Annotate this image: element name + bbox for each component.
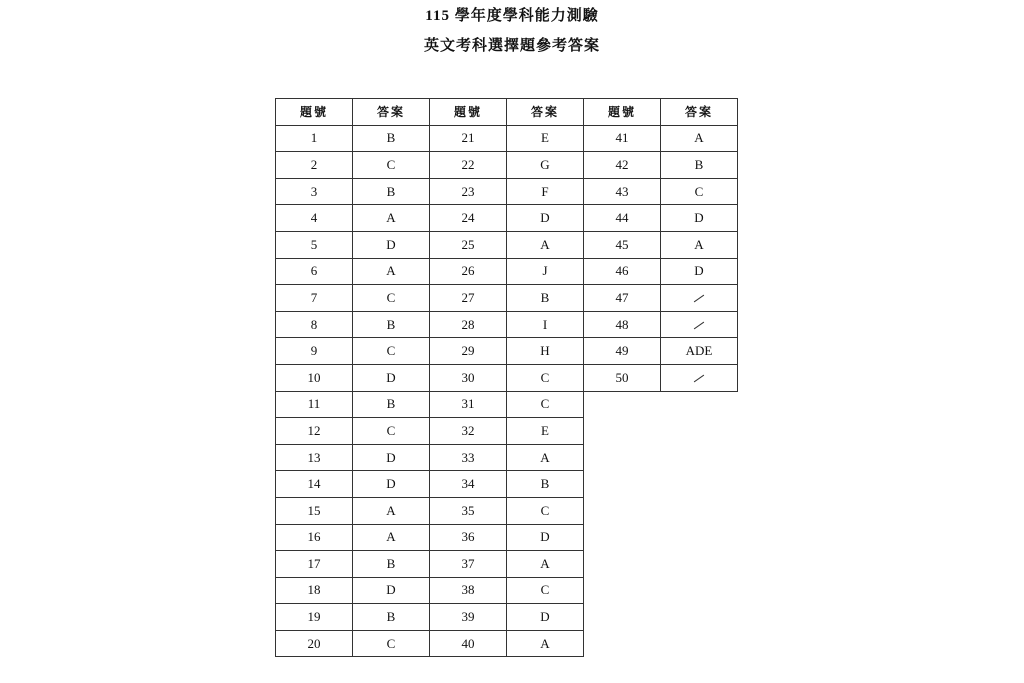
question-number-cell: 35 [430, 497, 507, 524]
answer-cell: C [507, 391, 584, 418]
question-number-cell: 6 [276, 258, 353, 285]
question-number-cell: 32 [430, 418, 507, 445]
answer-cell: C [353, 338, 430, 365]
answer-cell: C [507, 364, 584, 391]
answer-cell: H [507, 338, 584, 365]
question-number-cell: 19 [276, 604, 353, 631]
answer-cell: C [661, 178, 738, 205]
question-number-cell: 28 [430, 311, 507, 338]
empty-cell [584, 497, 661, 524]
question-number-cell: 43 [584, 178, 661, 205]
answer-cell: A [661, 231, 738, 258]
answer-cell: B [507, 471, 584, 498]
answer-cell: B [353, 391, 430, 418]
question-number-cell: 5 [276, 231, 353, 258]
question-number-cell: 12 [276, 418, 353, 445]
question-number-cell: 10 [276, 364, 353, 391]
question-number-cell: 38 [430, 577, 507, 604]
header-question-number: 題號 [430, 99, 507, 126]
table-row [276, 497, 738, 524]
question-number-cell: 50 [584, 364, 661, 391]
document-title: 115 學年度學科能力測驗 [425, 8, 599, 24]
empty-cell [584, 604, 661, 631]
answer-cell: A [661, 125, 738, 152]
empty-cell [661, 444, 738, 471]
answer-cell: D [661, 258, 738, 285]
header-question-number: 題號 [276, 99, 353, 126]
header-row [276, 99, 738, 126]
table-row [276, 178, 738, 205]
slash-mark-icon [694, 322, 704, 330]
table-row [276, 604, 738, 631]
slash-mark-icon [694, 375, 704, 383]
question-number-cell: 26 [430, 258, 507, 285]
question-number-cell: 18 [276, 577, 353, 604]
empty-cell [584, 630, 661, 657]
answer-cell: D [353, 364, 430, 391]
answer-cell: E [507, 418, 584, 445]
table-row [276, 471, 738, 498]
table-row [276, 125, 738, 152]
answer-cell: B [353, 604, 430, 631]
question-number-cell: 40 [430, 630, 507, 657]
table-row [276, 577, 738, 604]
table-row [276, 418, 738, 445]
answer-cell: C [353, 152, 430, 179]
table-row [276, 524, 738, 551]
answer-cell: C [507, 497, 584, 524]
question-number-cell: 16 [276, 524, 353, 551]
question-number-cell: 13 [276, 444, 353, 471]
question-number-cell: 4 [276, 205, 353, 232]
question-number-cell: 33 [430, 444, 507, 471]
answer-cell: D [353, 231, 430, 258]
answer-cell: A [507, 231, 584, 258]
empty-cell [661, 630, 738, 657]
empty-cell [661, 391, 738, 418]
question-number-cell: 41 [584, 125, 661, 152]
question-number-cell: 14 [276, 471, 353, 498]
question-number-cell: 36 [430, 524, 507, 551]
question-number-cell: 1 [276, 125, 353, 152]
table-row [276, 311, 738, 338]
answer-cell: A [353, 205, 430, 232]
answer-cell: D [507, 205, 584, 232]
answer-cell: B [661, 152, 738, 179]
question-number-cell: 29 [430, 338, 507, 365]
empty-cell [661, 497, 738, 524]
answer-cell: A [353, 497, 430, 524]
question-number-cell: 23 [430, 178, 507, 205]
header-question-number: 題號 [584, 99, 661, 126]
question-number-cell: 48 [584, 311, 661, 338]
answer-cell: B [353, 178, 430, 205]
empty-cell [584, 391, 661, 418]
question-number-cell: 34 [430, 471, 507, 498]
question-number-cell: 39 [430, 604, 507, 631]
table-row [276, 285, 738, 312]
answer-cell: B [353, 551, 430, 578]
empty-cell [584, 444, 661, 471]
empty-cell [661, 524, 738, 551]
answer-table [275, 98, 738, 657]
answer-cell: C [507, 577, 584, 604]
question-number-cell: 47 [584, 285, 661, 312]
table-row [276, 231, 738, 258]
header-answer: 答案 [353, 99, 430, 126]
answer-cell [661, 364, 738, 391]
question-number-cell: 49 [584, 338, 661, 365]
header-answer: 答案 [507, 99, 584, 126]
question-number-cell: 2 [276, 152, 353, 179]
question-number-cell: 17 [276, 551, 353, 578]
answer-cell: D [507, 604, 584, 631]
question-number-cell: 3 [276, 178, 353, 205]
answer-cell: A [507, 551, 584, 578]
table-row [276, 205, 738, 232]
answer-cell: J [507, 258, 584, 285]
empty-cell [584, 418, 661, 445]
question-number-cell: 27 [430, 285, 507, 312]
answer-cell: B [353, 125, 430, 152]
question-number-cell: 21 [430, 125, 507, 152]
question-number-cell: 42 [584, 152, 661, 179]
document-subtitle: 英文考科選擇題參考答案 [423, 38, 600, 54]
question-number-cell: 30 [430, 364, 507, 391]
question-number-cell: 45 [584, 231, 661, 258]
question-number-cell: 11 [276, 391, 353, 418]
answer-cell: D [353, 444, 430, 471]
answer-cell: D [661, 205, 738, 232]
question-number-cell: 31 [430, 391, 507, 418]
empty-cell [661, 471, 738, 498]
question-number-cell: 46 [584, 258, 661, 285]
answer-cell: D [507, 524, 584, 551]
question-number-cell: 15 [276, 497, 353, 524]
empty-cell [661, 551, 738, 578]
empty-cell [584, 577, 661, 604]
table-row [276, 258, 738, 285]
answer-cell: B [507, 285, 584, 312]
table-row [276, 391, 738, 418]
answer-cell: F [507, 178, 584, 205]
question-number-cell: 20 [276, 630, 353, 657]
answer-cell: C [353, 285, 430, 312]
table-row [276, 364, 738, 391]
empty-cell [661, 418, 738, 445]
table-row [276, 630, 738, 657]
answer-cell: B [353, 311, 430, 338]
answer-cell: C [353, 630, 430, 657]
answer-cell: A [507, 630, 584, 657]
answer-cell: E [507, 125, 584, 152]
question-number-cell: 8 [276, 311, 353, 338]
answer-cell: G [507, 152, 584, 179]
question-number-cell: 24 [430, 205, 507, 232]
question-number-cell: 22 [430, 152, 507, 179]
table-row [276, 338, 738, 365]
empty-cell [661, 577, 738, 604]
table-row [276, 444, 738, 471]
answer-cell: A [353, 524, 430, 551]
answer-cell: C [353, 418, 430, 445]
answer-cell: I [507, 311, 584, 338]
question-number-cell: 37 [430, 551, 507, 578]
header-answer: 答案 [661, 99, 738, 126]
table-row [276, 551, 738, 578]
empty-cell [661, 604, 738, 631]
answer-cell: D [353, 471, 430, 498]
slash-mark-icon [694, 295, 704, 303]
answer-cell [661, 285, 738, 312]
question-number-cell: 44 [584, 205, 661, 232]
empty-cell [584, 524, 661, 551]
answer-cell: D [353, 577, 430, 604]
question-number-cell: 9 [276, 338, 353, 365]
question-number-cell: 7 [276, 285, 353, 312]
answer-cell: A [353, 258, 430, 285]
answer-cell [661, 311, 738, 338]
table-row [276, 152, 738, 179]
question-number-cell: 25 [430, 231, 507, 258]
answer-cell: A [507, 444, 584, 471]
empty-cell [584, 471, 661, 498]
empty-cell [584, 551, 661, 578]
answer-cell: ADE [661, 338, 738, 365]
